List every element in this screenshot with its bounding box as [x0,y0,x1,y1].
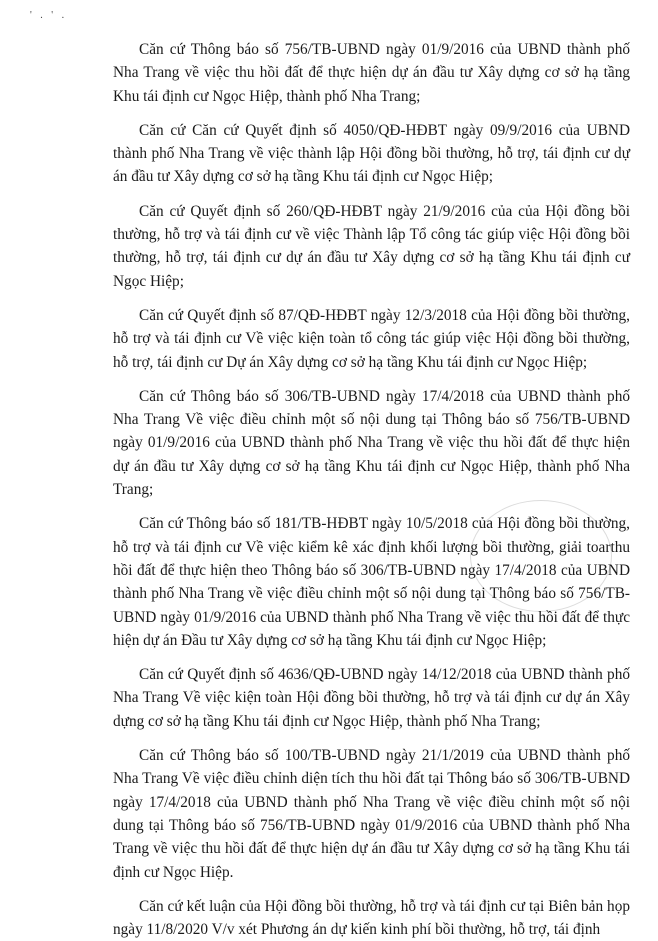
corner-scan-mark: ' . ' . [30,10,68,21]
paragraph-2: Căn cứ Căn cứ Quyết định số 4050/QĐ-HĐBT ngày 09/9/2016 của UBND thành phố Nha Trang về việc thành lập Hội đồng bồi thường, hỗ trợ, tái định cư dự án đầu tư Xây dựng cơ sở hạ tầng Khu tái định cư Ngọc Hiệp; [113,121,630,186]
paragraph-8: Căn cứ Thông báo số 100/TB-UBND ngày 21/1/2019 của UBND thành phố Nha Trang Về việc điều chỉnh diện tích thu hồi đất tại Thông báo số 306/TB-UBND ngày 17/4/2018 của UBND thành phố Nha Trang về việc điều chỉnh một số nội dung tại Thông báo số 756/TB-UBND ngày 01/9/2016 của UBND thành phố Nha Trang về việc thu hồi đất để thực hiện dự án đầu tư Xây dựng cơ sở hạ tầng Khu tái định cư Ngọc Hiệp. [113,747,630,881]
paragraph-7: Căn cứ Quyết định số 4636/QĐ-UBND ngày 14/12/2018 của UBND thành phố Nha Trang Về việc kiện toàn Hội đồng bồi thường, hỗ trợ và tái định cư dự án Xây dựng cơ sở hạ tầng Khu tái định cư Ngọc Hiệp, thành phố Nha Trang; [113,666,630,730]
paragraph-6: Căn cứ Thông báo số 181/TB-HĐBT ngày 10/5/2018 của Hội đồng bồi thường, hỗ trợ và tái định cư Về việc kiểm kê xác định khối lượng bồi thường, giải toarthu hồi đất để thực hiện theo Thông báo số 306/TB-UBND ngày 17/4/2018 của UBND thành phố Nha Trang về việc điều chỉnh một số nội dung tại Thông báo số 756/TB-UBND ngày 01/9/2016 của UBND thành phố Nha Trang về việc thu hồi đất để thực hiện dự án Đầu tư Xây dựng cơ sở hạ tầng Khu tái định cư Ngọc Hiệp; [113,515,630,649]
document-body [113,38,630,941]
paragraph-5: Căn cứ Thông báo số 306/TB-UBND ngày 17/4/2018 của UBND thành phố Nha Trang Về việc điều chỉnh một số nội dung tại Thông báo số 756/TB-UBND ngày 01/9/2016 của UBND thành phố Nha Trang về việc thu hồi đất để thực hiện dự án đầu tư Xây dựng cơ sở hạ tầng Khu tái định cư Ngọc Hiệp, thành phố Nha Trang; [113,387,630,499]
paragraph-4: Căn cứ Quyết định số 87/QĐ-HĐBT ngày 12/3/2018 của Hội đồng bồi thường, hỗ trợ và tái định cư Về việc kiện toàn tổ công tác giúp việc Hội đồng bồi thường, hỗ trợ, tái định cư Dự án Xây dựng cơ sở hạ tầng Khu tái định cư Ngọc Hiệp; [113,306,630,371]
paragraph-9: Căn cứ kết luận của Hội đồng bồi thường, hỗ trợ và tái định cư tại Biên bản họp ngày 11/8/2020 V/v xét Phương án dự kiến kinh phí bồi thường, hỗ trợ, tái định [113,897,630,939]
paragraph-3: Căn cứ Quyết định số 260/QĐ-HĐBT ngày 21/9/2016 của của Hội đồng bồi thường, hỗ trợ và tái định cư về việc Thành lập Tổ công tác giúp việc Hội đồng bồi thường, hỗ trợ, tái định cư dự án đầu tư Xây dựng cơ sở hạ tầng Khu tái định cư Ngọc Hiệp; [113,202,630,290]
paragraph-1: Căn cứ Thông báo số 756/TB-UBND ngày 01/9/2016 của UBND thành phố Nha Trang về việc thu hồi đất để thực hiện dự án đầu tư Xây dựng cơ sở hạ tầng Khu tái định cư Ngọc Hiệp, thành phố Nha Trang; [113,41,630,105]
